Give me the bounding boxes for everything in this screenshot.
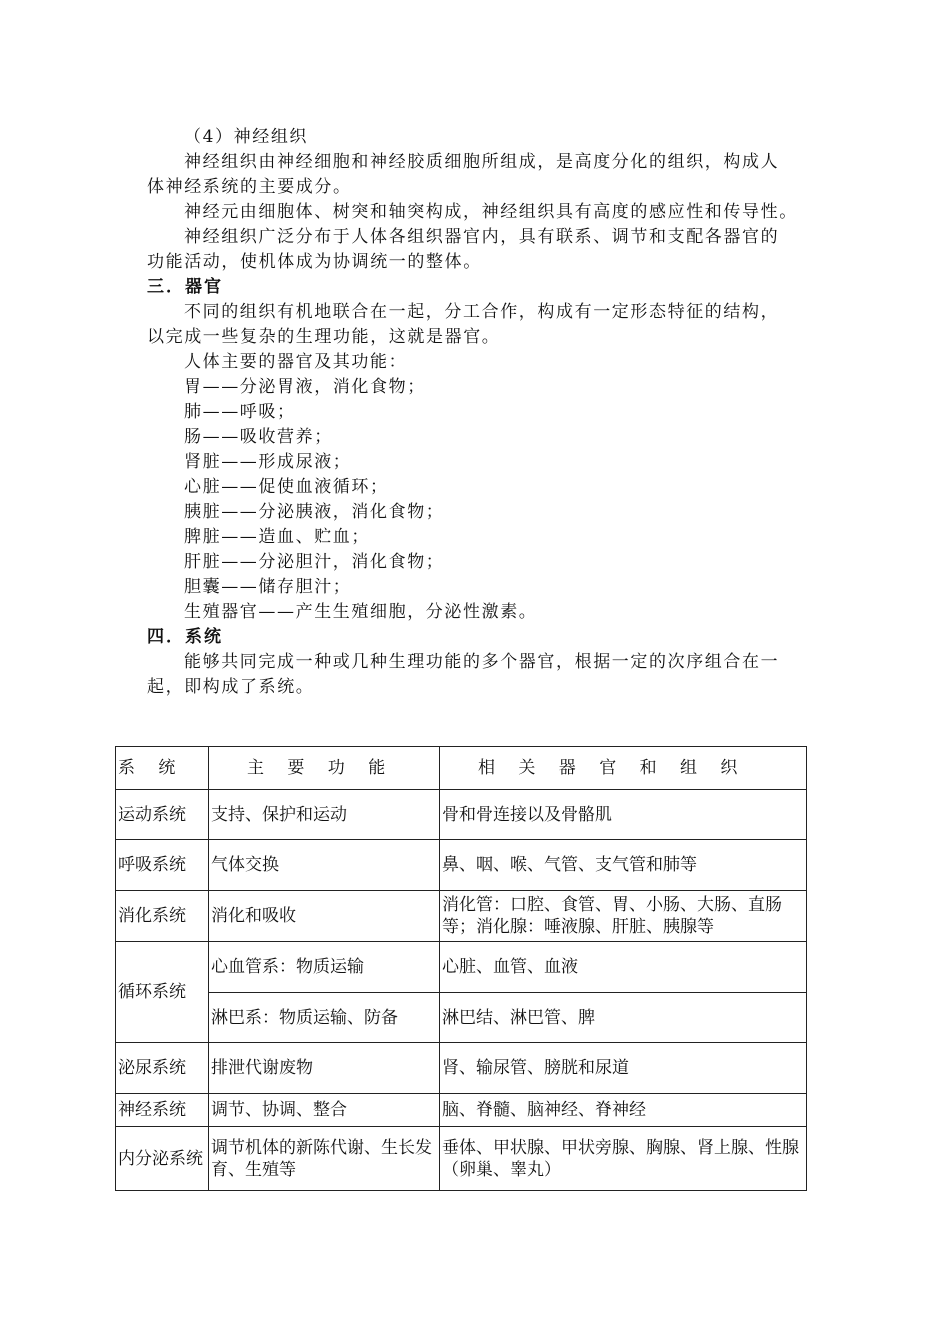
system-name-cell: 呼吸系统	[116, 840, 209, 891]
table-row	[116, 1094, 807, 1127]
table-row	[116, 993, 807, 1043]
organs-cell: 心脏、血管、血液	[440, 942, 807, 993]
function-cell: 消化和吸收	[209, 891, 440, 942]
organs-cell: 鼻、咽、喉、气管、支气管和肺等	[440, 840, 807, 891]
organ-list-item: 脾脏——造血、贮血；	[184, 527, 370, 547]
paragraph-line: 以完成一些复杂的生理功能，这就是器官。	[147, 327, 501, 347]
table-row	[116, 1043, 807, 1094]
table-row	[116, 942, 807, 993]
header-cell: 系 统	[116, 747, 209, 790]
paragraph-line: 体神经系统的主要成分。	[147, 177, 352, 197]
system-name-cell: 运动系统	[116, 790, 209, 840]
function-cell: 淋巴系：物质运输、防备	[209, 993, 440, 1043]
paragraph-line: 能够共同完成一种或几种生理功能的多个器官，根据一定的次序组合在一	[184, 652, 780, 672]
organ-list-item: 肺——呼吸；	[184, 402, 296, 422]
paragraph-line: 神经组织广泛分布于人体各组织器官内，具有联系、调节和支配各器官的	[184, 227, 780, 247]
function-cell: 调节、协调、整合	[209, 1094, 440, 1127]
header-cell: 主 要 功 能	[209, 747, 440, 790]
header-cell: 相 关 器 官 和 组 织	[440, 747, 807, 790]
table-header-row	[116, 747, 807, 790]
organ-list-item: 肾脏——形成尿液；	[184, 452, 352, 472]
table-row	[116, 891, 807, 942]
organ-list-item: 胰脏——分泌胰液，消化食物；	[184, 502, 445, 522]
section-heading-systems: 四．系统	[147, 627, 223, 647]
function-cell: 调节机体的新陈代谢、生长发育、生殖等	[209, 1127, 440, 1191]
table-row	[116, 1127, 807, 1191]
organ-list-item: 胃——分泌胃液，消化食物；	[184, 377, 426, 397]
systems-table	[115, 746, 807, 1191]
organ-list-item: 心脏——促使血液循环；	[184, 477, 389, 497]
organs-cell: 肾、输尿管、膀胱和尿道	[440, 1043, 807, 1094]
organs-cell: 脑、脊髓、脑神经、脊神经	[440, 1094, 807, 1127]
function-cell: 心血管系：物质运输	[209, 942, 440, 993]
organ-list-item: 生殖器官——产生生殖细胞，分泌性激素。	[184, 602, 538, 622]
organs-cell: 骨和骨连接以及骨骼肌	[440, 790, 807, 840]
table-row	[116, 790, 807, 840]
system-name-cell: 消化系统	[116, 891, 209, 942]
organ-list-item: 肝脏——分泌胆汁，消化食物；	[184, 552, 445, 572]
section-heading-organs: 三．器官	[147, 277, 223, 297]
organ-list-item: 胆囊——储存胆汁；	[184, 577, 352, 597]
function-cell: 气体交换	[209, 840, 440, 891]
organs-cell: 淋巴结、淋巴管、脾	[440, 993, 807, 1043]
organs-cell: 消化管：口腔、食管、胃、小肠、大肠、直肠等；消化腺：唾液腺、肝脏、胰腺等	[440, 891, 807, 942]
function-cell: 支持、保护和运动	[209, 790, 440, 840]
paragraph-line: 功能活动，使机体成为协调统一的整体。	[147, 252, 482, 272]
system-name-cell: 内分泌系统	[116, 1127, 209, 1191]
system-name-cell: 神经系统	[116, 1094, 209, 1127]
table-row	[116, 840, 807, 891]
paragraph-line: 起，即构成了系统。	[147, 677, 315, 697]
paragraph-line: 神经元由细胞体、树突和轴突构成，神经组织具有高度的感应性和传导性。	[184, 202, 798, 222]
section-subheading: （4）神经组织	[184, 127, 309, 147]
system-name-cell: 泌尿系统	[116, 1043, 209, 1094]
paragraph-line: 不同的组织有机地联合在一起，分工合作，构成有一定形态特征的结构，	[184, 302, 780, 322]
paragraph-line: 人体主要的器官及其功能：	[184, 352, 408, 372]
organ-list-item: 肠——吸收营养；	[184, 427, 333, 447]
organs-cell: 垂体、甲状腺、甲状旁腺、胸腺、肾上腺、性腺（卵巢、睾丸）	[440, 1127, 807, 1191]
function-cell: 排泄代谢废物	[209, 1043, 440, 1094]
paragraph-line: 神经组织由神经细胞和神经胶质细胞所组成，是高度分化的组织，构成人	[184, 152, 780, 172]
system-name-cell: 循环系统	[116, 942, 209, 1043]
